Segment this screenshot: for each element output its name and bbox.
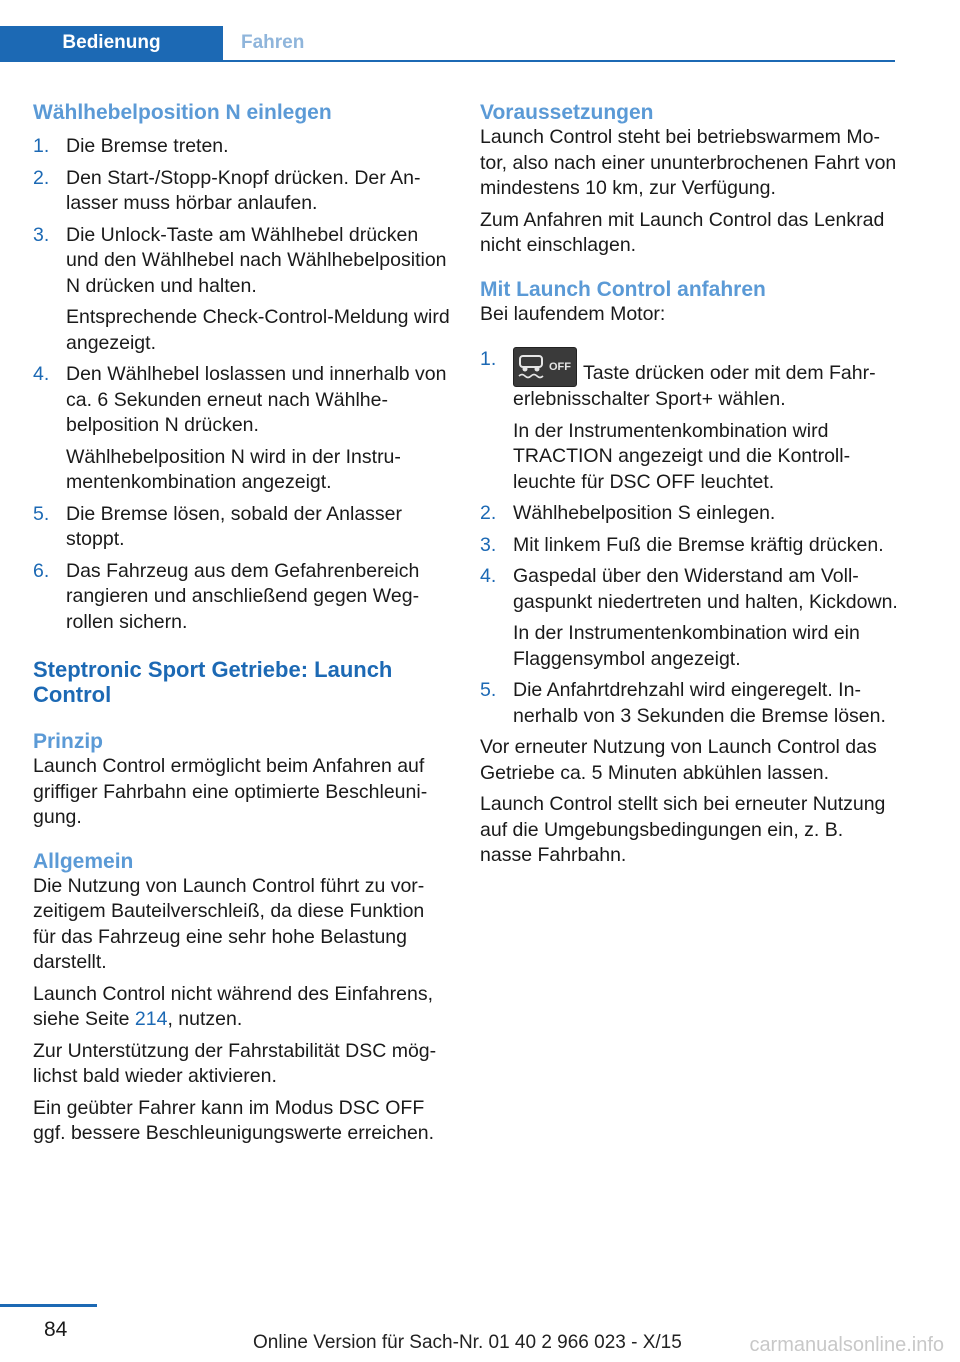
allgemein-paragraph: Ein geübter Fahrer kann im Modus DSC OFF ggf. bessere Beschleunigungswerte erreichen.	[33, 1096, 435, 1144]
step-text: Die Unlock-Taste am Wählhebel drücken und den Wählhebel nach Wählhebelposition N drücken und halten.	[66, 223, 447, 297]
list-item	[33, 134, 451, 160]
list-item	[33, 559, 451, 636]
heading-prinzip: Prinzip	[33, 730, 104, 753]
dsc-off-icon	[513, 347, 577, 387]
step-number: 1.	[480, 348, 497, 370]
step-text: Gaspedal über den Widerstand am Vollgaspunkt niedertreten und halten, Kickdown.	[513, 565, 898, 613]
heading-launch-control: Steptronic Sport Getriebe: Launch Control	[33, 657, 393, 707]
tab-fahren[interactable]: Fahren	[241, 32, 305, 53]
prinzip-text: Launch Control ermöglicht beim Anfahren auf griffiger Fahrbahn eine optimierte Beschleunigung.	[33, 755, 428, 828]
step-number: 6.	[33, 559, 50, 582]
allgemein-paragraph: Die Nutzung von Launch Control führt zu vorzeitigem Bauteilverschleiß, da diese Funktion für das Fahrzeug eine sehr hohe Belastung darstellt.	[33, 874, 425, 973]
list-item	[480, 678, 898, 729]
step-number: 2.	[480, 502, 497, 524]
voraussetzungen-paragraph: Launch Control steht bei betriebswarmem Motor, also nach einer ununterbrochenen Fahrt von mindestens 10 km, zur Verfügung.	[480, 126, 897, 199]
header-divider	[0, 60, 895, 62]
list-item	[33, 502, 451, 553]
watermark: carmanualsonline.info	[749, 1334, 944, 1356]
anfahren-intro: Bei laufendem Motor:	[480, 302, 666, 325]
step-text: Den Start-/Stopp-Knopf drücken. Der Anlasser muss hörbar anlaufen.	[66, 166, 421, 214]
after-paragraph: Vor erneuter Nutzung von Launch Control das Getriebe ca. 5 Minuten abkühlen lassen.	[480, 736, 877, 784]
step-note: Wählhebelposition N wird in der Instrumentenkombination angezeigt.	[66, 445, 401, 493]
dsc-off-label: OFF	[549, 361, 571, 373]
list-item	[480, 501, 898, 527]
step-number: 3.	[33, 223, 50, 246]
paragraph-text: Launch Control nicht während des Einfahrens, siehe Seite	[33, 982, 433, 1030]
step-note: In der Instrumentenkombination wird TRACTION angezeigt und die Kontrollleuchte für DSC OFF leuchtet.	[513, 419, 851, 493]
step-note: Entsprechende Check-Control-Meldung wird angezeigt.	[66, 306, 450, 354]
paragraph-text: , nutzen.	[167, 1008, 243, 1030]
step-number: 1.	[33, 135, 50, 157]
anfahren-steps-list	[480, 347, 898, 729]
step-text: Mit linkem Fuß die Bremse kräftig drücken.	[513, 533, 884, 556]
step-number: 3.	[480, 533, 497, 556]
left-column	[33, 100, 451, 1153]
header-tab-bar	[0, 26, 895, 62]
heading-voraussetzungen: Voraussetzungen	[480, 101, 654, 124]
list-item	[480, 564, 898, 672]
step-number: 2.	[33, 166, 50, 189]
step-text: Die Anfahrtdrehzahl wird eingeregelt. Innerhalb von 3 Sekunden die Bremse lösen.	[513, 679, 886, 727]
page-number: 84	[44, 1318, 68, 1341]
step-number: 4.	[480, 565, 497, 587]
step-number: 5.	[33, 502, 50, 525]
heading-allgemein: Allgemein	[33, 849, 134, 873]
step-number: 4.	[33, 363, 50, 385]
step-number: 5.	[480, 679, 497, 701]
footer-online-version: Online Version für Sach-Nr. 01 40 2 966 023 - X/15	[253, 1332, 682, 1353]
right-column	[480, 100, 898, 875]
tab-bedienung[interactable]: Bedienung	[0, 26, 223, 62]
step-text: Taste drücken oder mit dem Fahrerlebnisschalter Sport+ wählen.	[513, 362, 876, 410]
footer-accent-line	[0, 1304, 97, 1307]
heading-neutral: Wählhebelposition N einlegen	[33, 101, 332, 124]
page-link[interactable]: 214	[134, 1008, 168, 1030]
allgemein-paragraph	[33, 982, 451, 1033]
step-note: In der Instrumentenkombination wird ein Flaggensymbol angezeigt.	[513, 622, 860, 670]
neutral-steps-list	[33, 134, 451, 635]
allgemein-paragraph: Zur Unterstützung der Fahrstabilität DSC möglichst bald wieder aktivieren.	[33, 1039, 437, 1087]
heading-anfahren: Mit Launch Control anfahren	[480, 277, 766, 301]
step-text: Die Bremse lösen, sobald der Anlasser stoppt.	[66, 502, 403, 550]
step-text: Das Fahrzeug aus dem Gefahrenbereich rangieren und anschließend gegen Wegrollen sichern.	[66, 559, 420, 633]
list-item	[480, 533, 898, 559]
list-item	[33, 362, 451, 496]
step-text: Den Wählhebel loslassen und innerhalb von ca. 6 Sekunden erneut nach Wählhebelposition N drücken.	[66, 363, 447, 436]
list-item	[33, 223, 451, 357]
list-item	[33, 166, 451, 217]
list-item	[480, 347, 898, 495]
after-paragraph: Launch Control stellt sich bei erneuter Nutzung auf die Umgebungsbedingungen ein, z. B. nasse Fahrbahn.	[480, 793, 886, 866]
step-text: Die Bremse treten.	[66, 135, 229, 157]
voraussetzungen-paragraph: Zum Anfahren mit Launch Control das Lenkrad nicht einschlagen.	[480, 208, 885, 256]
step-text: Wählhebelposition S einlegen.	[513, 502, 776, 524]
